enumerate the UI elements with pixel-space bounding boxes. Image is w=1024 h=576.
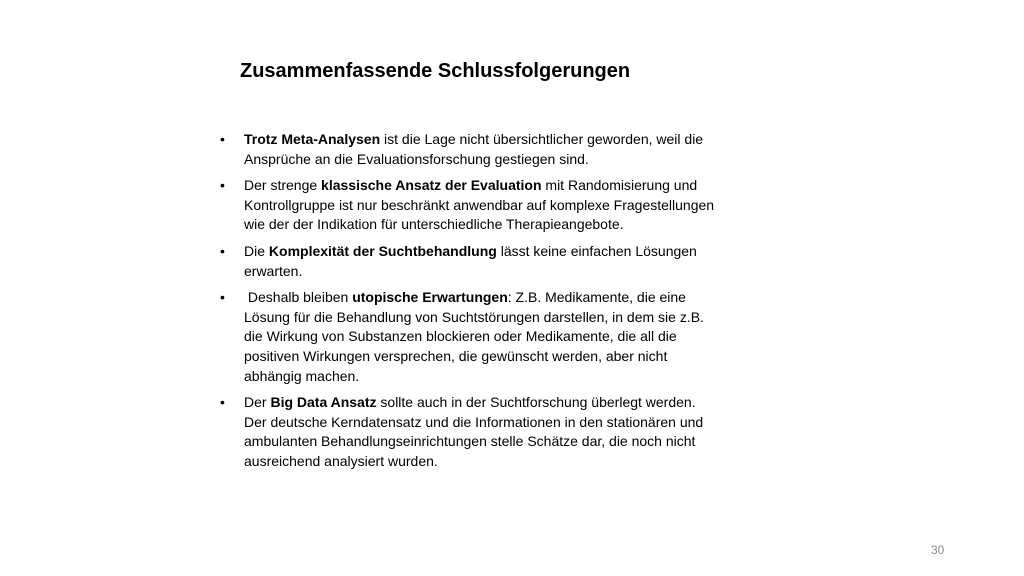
bullet-marker: • [220,242,225,259]
bullet-item [220,242,720,281]
bullet-item [220,393,720,471]
bullet-marker: • [220,394,225,411]
bullet-text [244,131,703,167]
bullet-text-bold: Big Data Ansatz [270,394,377,411]
bullet-text-plain: Die [244,242,269,259]
page-number: 30 [931,543,945,557]
bullet-text [244,394,703,469]
bullet-text-plain: mit Randomisierung und Kontrollgruppe ist nur beschränkt anwendbar auf komplexe Fragestellungen wie der der Indikation für unterschiedliche Therapieangebote. [244,177,715,233]
bullet-item [220,176,720,235]
bullet-text-plain: Der [244,394,271,411]
bullet-text-bold: Komplexität der Suchtbehandlung [268,242,497,259]
bullet-text [244,177,714,232]
bullet-marker: • [220,177,225,194]
bullet-text-plain: ist die Lage nicht übersichtlicher geworden, weil die Ansprüche an die Evaluationsforschung gestiegen sind. [244,131,704,167]
bullet-marker: • [220,131,225,147]
bullet-text-bold: utopische Erwartungen [352,289,508,306]
bullet-item [220,288,720,386]
bullet-text-plain: : Z.B. Medikamente, die eine Lösung für die Behandlung von Suchtstörungen darstellen, in dem sie z.B. die Wirkung von Substanzen blockieren oder Medikamente, die all die positiven Wirkungen versprechen, die gewünscht werden, aber nicht abhängig machen. [244,289,704,384]
bullet-text-plain: sollte auch in der Suchtforschung überlegt werden. Der deutsche Kerndatensatz und die Informationen in den stationären und ambulanten Behandlungseinrichtungen stelle Schätze dar, die noch nicht ausreichend analysiert wurden. [244,394,704,469]
bullet-text [244,243,697,279]
bullet-marker: • [220,289,225,306]
bullet-list [220,130,720,479]
bullet-item [220,130,720,169]
bullet-text-plain: lässt keine einfachen Lösungen erwarten. [244,242,697,279]
bullet-text [244,289,704,383]
bullet-text-plain: Deshalb bleiben [244,289,353,306]
slide-title: Zusammenfassende Schlussfolgerungen [240,60,631,82]
bullet-text-bold: klassische Ansatz der Evaluation [321,177,542,194]
bullet-text-bold: Trotz Meta-Analysen [244,131,381,147]
bullet-text-plain: Der strenge [244,177,322,194]
